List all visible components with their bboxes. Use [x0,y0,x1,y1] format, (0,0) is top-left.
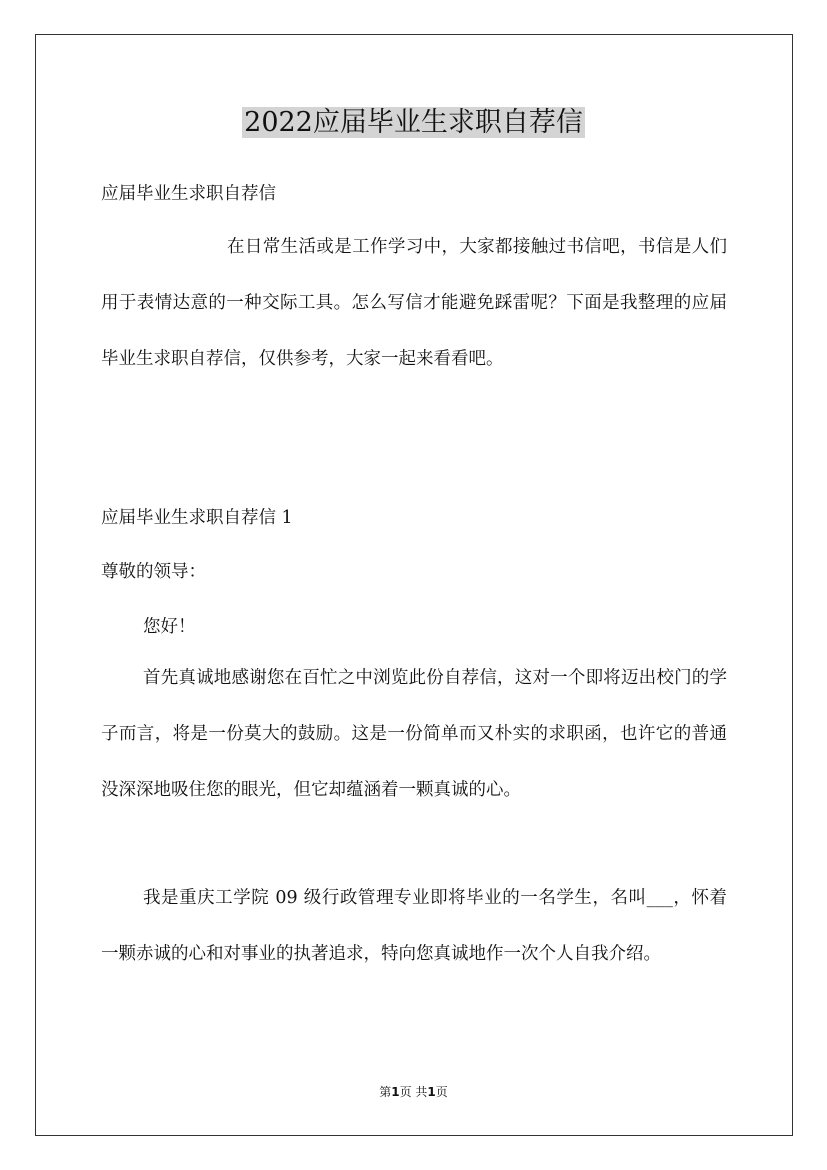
page-footer [0,1083,827,1101]
footer-mid: 页 共 [399,1085,428,1099]
footer-suffix: 页 [435,1085,448,1099]
salutation: 尊敬的领导： [101,562,206,582]
footer-total-pages: 1 [427,1085,436,1099]
intro-paragraph: 在日常生活或是工作学习中，大家都接触过书信吧，书信是人们用于表情达意的一种交际工具。怎么写信才能避免踩雷呢？下面是我整理的应届毕业生求职自荐信，仅供参考，大家一起来看看吧。 [101,237,727,369]
document-title-text: 2022应届毕业生求职自荐信 [244,107,583,138]
footer-page-number: 1 [391,1085,400,1099]
document-subtitle: 应届毕业生求职自荐信 [101,184,276,204]
body-paragraph-1: 首先真诚地感谢您在百忙之中浏览此份自荐信，这对一个即将迈出校门的学子而言，将是一份莫大的鼓励。这是一份简单而又朴实的求职函，也许它的普通没深深地吸住您的眼光，但它却蕴涵着一颗真诚的心。 [101,668,727,800]
greeting: 您好！ [143,617,196,637]
body-paragraph-2: 我是重庆工学院 09 级行政管理专业即将毕业的一名学生，名叫___，怀着一颗赤诚的心和对事业的执著追求，特向您真诚地作一次个人自我介绍。 [101,888,727,964]
footer-prefix: 第 [379,1085,392,1099]
section-heading: 应届毕业生求职自荐信 1 [101,508,293,528]
document-title [0,103,827,143]
